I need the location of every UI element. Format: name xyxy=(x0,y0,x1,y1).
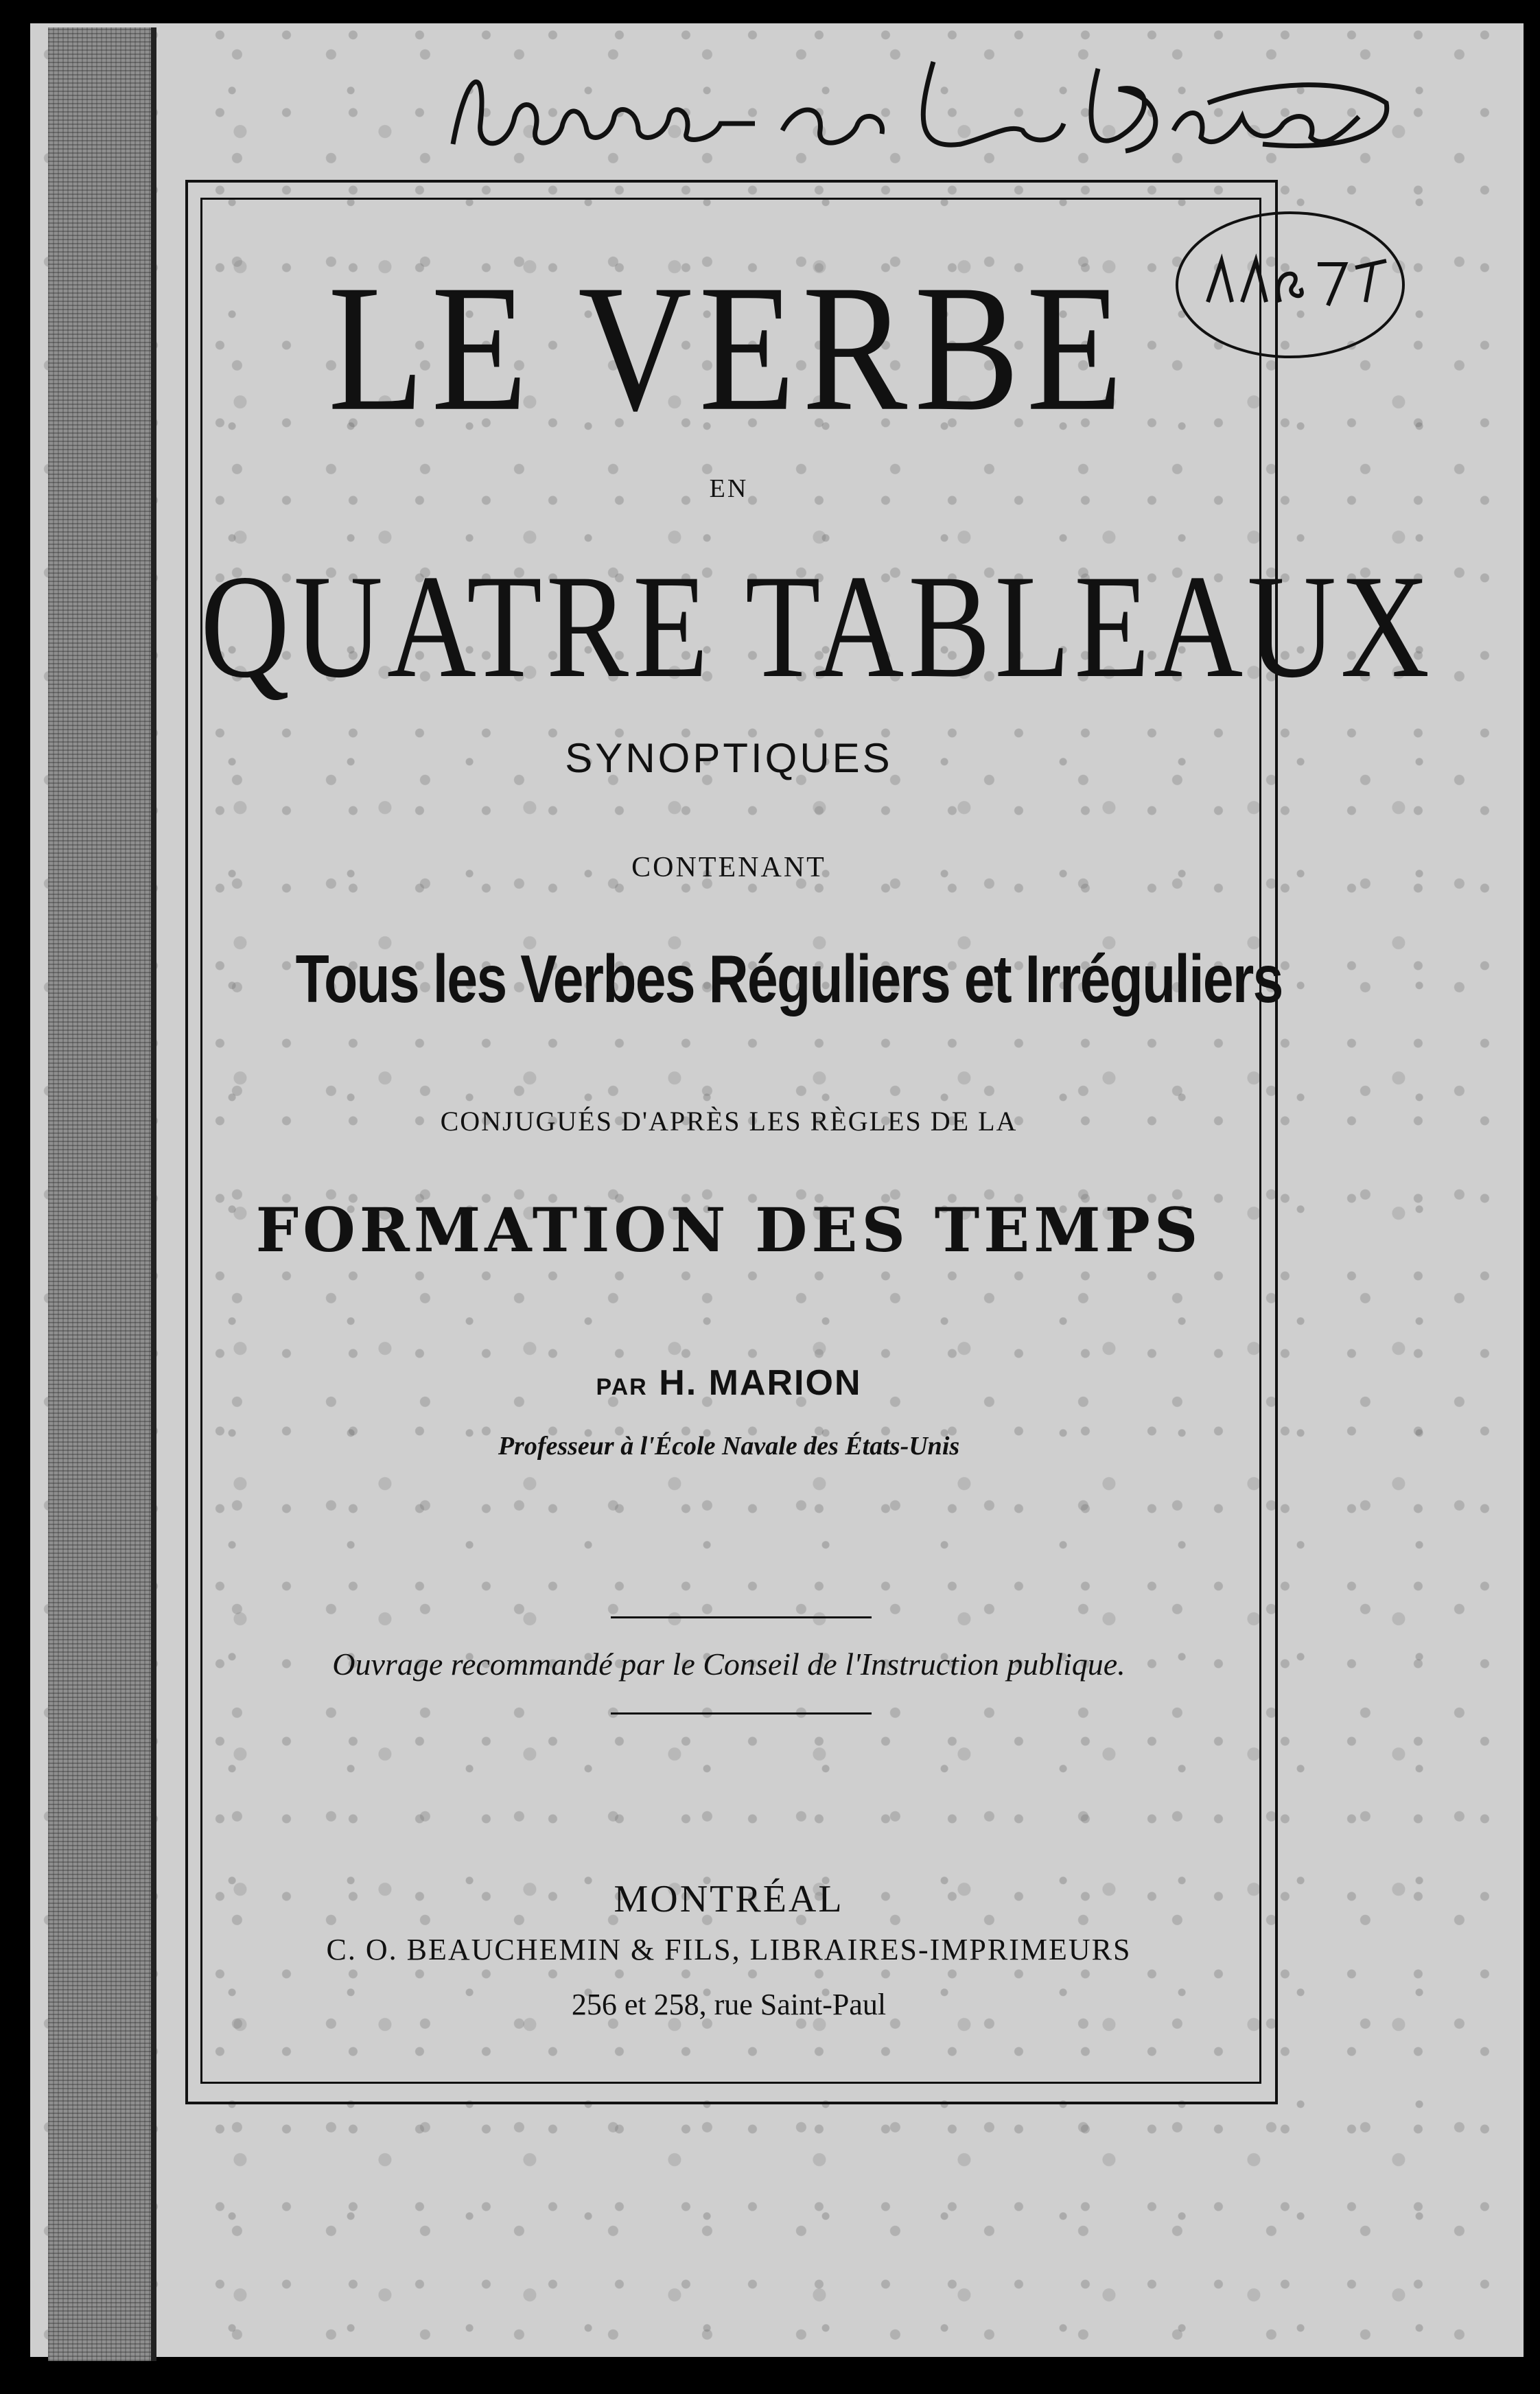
author-position: Professeur à l'École Navale des États-Unis xyxy=(498,1432,960,1461)
book-spine xyxy=(48,27,151,2361)
divider-bottom xyxy=(611,1712,872,1715)
spine-edge xyxy=(151,27,156,2361)
author-name: H. MARION xyxy=(659,1363,862,1403)
title-line-1: LE VERBE xyxy=(327,247,1130,449)
title-line-2: QUATRE TABLEAUX xyxy=(200,544,1434,708)
divider-top xyxy=(611,1616,872,1618)
formation-line: FORMATION DES TEMPS xyxy=(255,1194,1202,1266)
author-by: PAR xyxy=(596,1374,648,1400)
author-line xyxy=(200,1362,1257,1404)
subtitle: SYNOPTIQUES xyxy=(565,735,893,781)
publisher-city: MONTRÉAL xyxy=(614,1878,844,1920)
conjugated-line: CONJUGUÉS D'APRÈS LES RÈGLES DE LA xyxy=(440,1106,1018,1137)
title-connector: EN xyxy=(709,474,749,503)
contents-line: Tous les Verbes Réguliers et Irréguliers xyxy=(295,941,1283,1016)
handwritten-signature xyxy=(439,41,1400,178)
publisher-name: C. O. BEAUCHEMIN & FILS, LIBRAIRES-IMPRIMEURS xyxy=(326,1933,1132,1966)
recommendation: Ouvrage recommandé par le Conseil de l'Instruction publique. xyxy=(332,1647,1125,1682)
publisher-address: 256 et 258, rue Saint-Paul xyxy=(571,1988,887,2021)
containing-label: CONTENANT xyxy=(631,852,826,883)
